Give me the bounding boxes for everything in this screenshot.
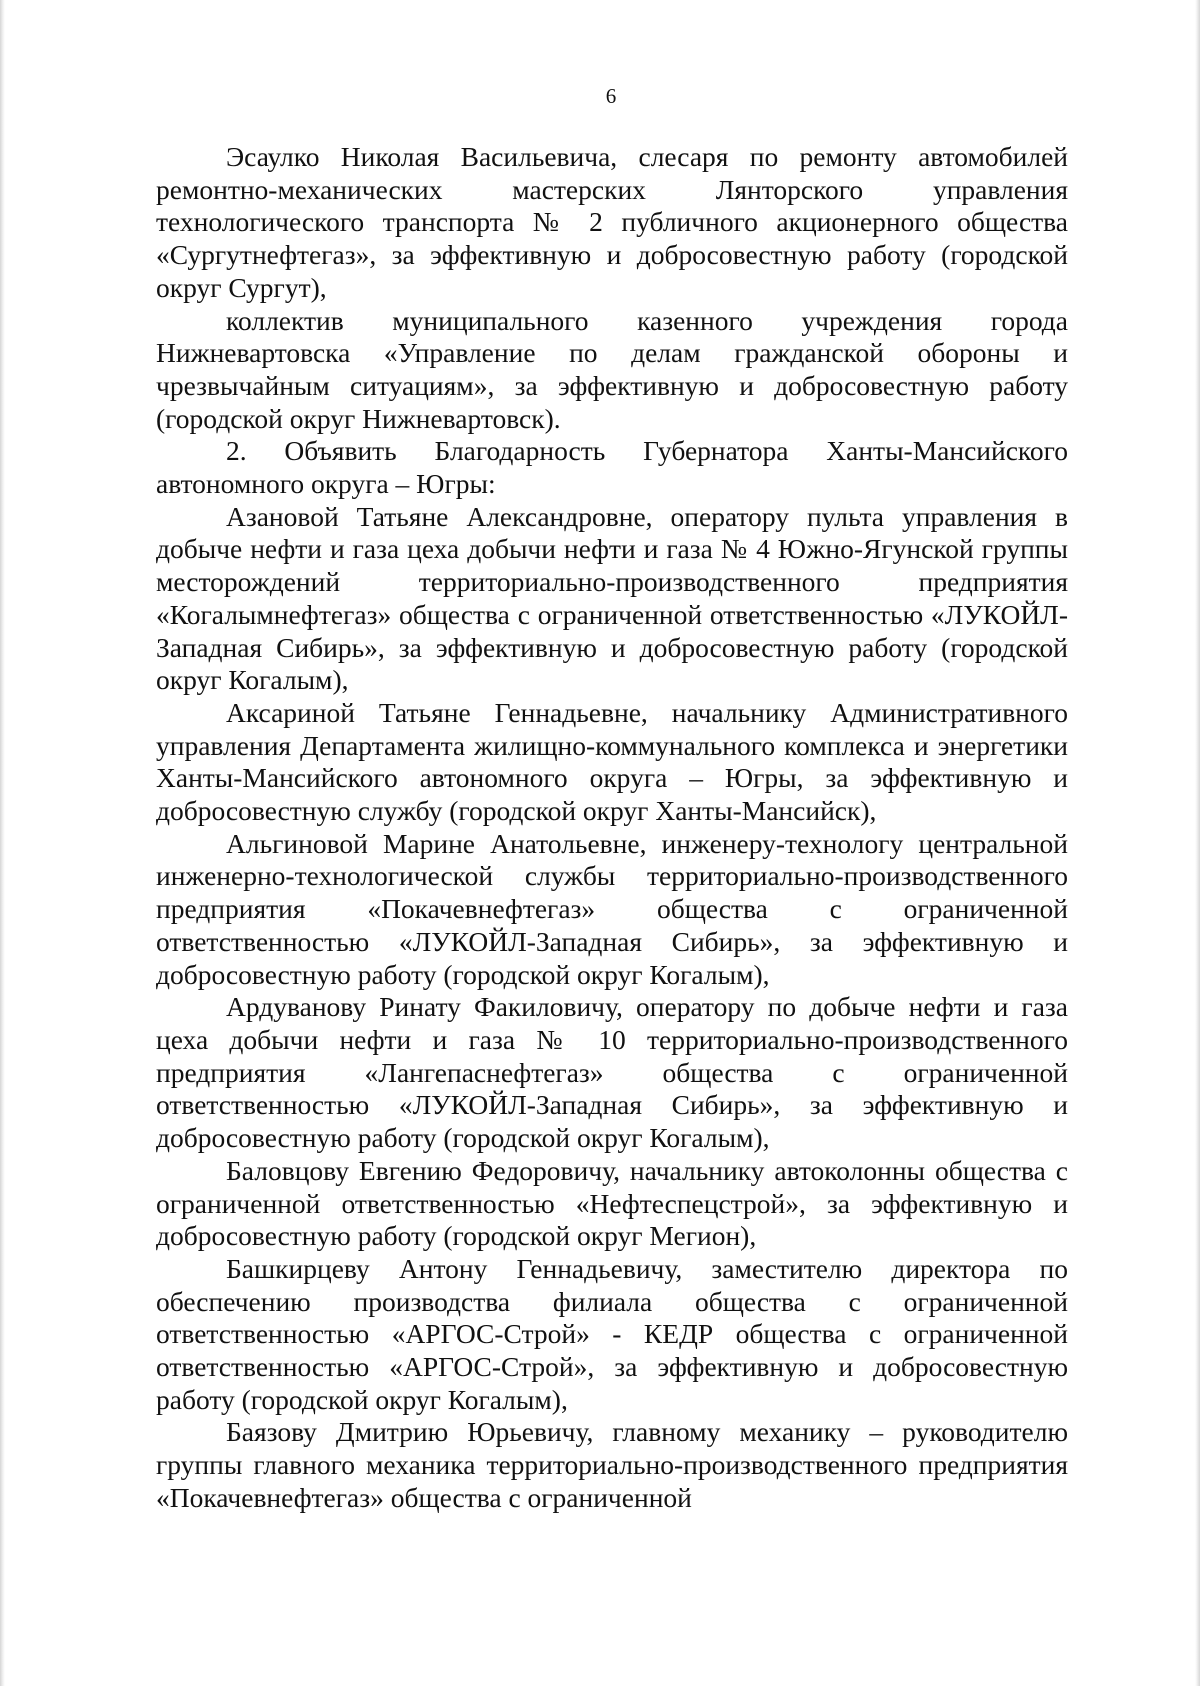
paragraph-collective: коллектив муниципального казенного учреждения города Нижневартовска «Управление по делам гражданской обороны и чрезвычайным ситуациям», за эффективную и добросовестную работу (городской округ Нижневартовск). — [156, 304, 1068, 434]
paragraph-arduvanov: Ардуванову Ринату Факиловичу, оператору по добыче нефти и газа цеха добычи нефти и газа № 10 территориально-производственного предприятия «Лангепаснефтегаз» общества с ограниченной ответственностью «ЛУКОЙЛ-Западная Сибирь», за эффективную и добросовестную работу (городской округ Когалым), — [156, 991, 1068, 1154]
paragraph-alginova: Альгиновой Марине Анатольевне, инженеру-технологу центральной инженерно-технологической службы территориально-производственного предприятия «Покачевнефтегаз» общества с ограниченной ответственностью «ЛУКОЙЛ-Западная Сибирь», за эффективную и добросовестную работу (городской округ Когалым), — [156, 827, 1068, 990]
scan-edge-right — [1195, 0, 1200, 1686]
paragraph-aksarina: Аксариной Татьяне Геннадьевне, начальнику Административного управления Департамента жилищно-коммунального комплекса и энергетики Ханты-Мансийского автономного округа – Югры, за эффективную и добросовестную службу (городской округ Ханты-Мансийск), — [156, 696, 1068, 827]
paragraph-item-2: 2. Объявить Благодарность Губернатора Ханты-Мансийского автономного округа – Югры: — [156, 435, 1068, 500]
scan-edge-left — [0, 0, 5, 1686]
page-number: 6 — [605, 84, 617, 108]
paragraph-azanova: Азановой Татьяне Александровне, оператору пульта управления в добыче нефти и газа цеха добычи нефти и газа № 4 Южно-Ягунской группы месторождений территориально-производственного предприятия «Когалымнефтегаз» общества с ограниченной ответственностью «ЛУКОЙЛ-Западная Сибирь», за эффективную и добросовестную работу (городской округ Когалым), — [156, 500, 1068, 696]
paragraph-bashkirtsev: Башкирцеву Антону Геннадьевичу, заместителю директора по обеспечению производства филиала общества с ограниченной ответственностью «АРГОС-Строй» - КЕДР общества с ограниченной ответственностью «АРГОС-Строй», за эффективную и добросовестную работу (городской округ Когалым), — [156, 1252, 1068, 1415]
paragraph-esaulko: Эсаулко Николая Васильевича, слесаря по ремонту автомобилей ремонтно-механических мастерских Лянторского управления технологического транспорта № 2 публичного акционерного общества «Сургутнефтегаз», за эффективную и добросовестную работу (городской округ Сургут), — [156, 141, 1068, 303]
paragraph-balovtsov: Баловцову Евгению Федоровичу, начальнику автоколонны общества с ограниченной ответственностью «Нефтеспецстрой», за эффективную и добросовестную работу (городской округ Мегион), — [156, 1154, 1068, 1252]
document-body — [156, 141, 1068, 1515]
paragraph-bayazov: Баязову Дмитрию Юрьевичу, главному механику – руководителю группы главного механика территориально-производственного предприятия «Покачевнефтегаз» общества с ограниченной — [156, 1416, 1068, 1513]
